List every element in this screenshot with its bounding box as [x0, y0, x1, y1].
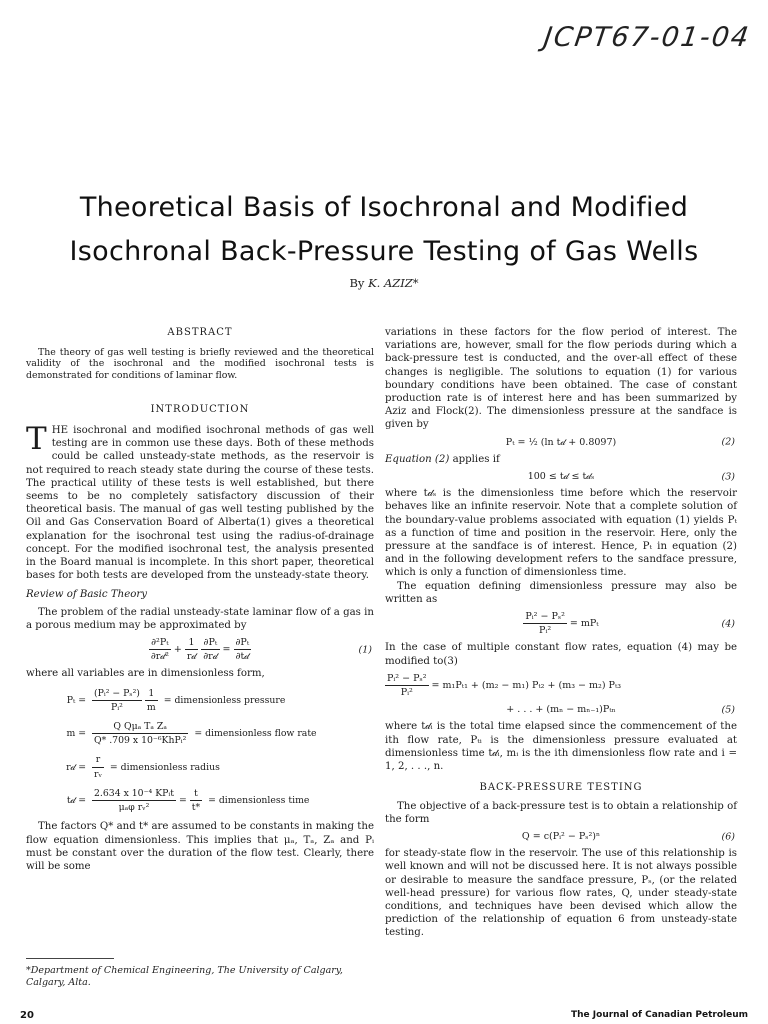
definition-dimensionless-flow-rate: m = $\frac{\text{Q Qμₐ Tₐ Zₐ}}{\text{Q* .709 x 10⁻⁶KhPᵢ²}}$ = dimensionless flow rate — [66, 721, 317, 747]
review-text-1: The problem of the radial unsteady-state laminar flow of a gas in a porous medium may be approximated by — [26, 606, 374, 631]
right-paragraph-7: for steady-state flow in the reservoir. The use of this relationship is well known and will not be discussed here. It is not always possible or desirable to measure the sandface pressure, Pₛ, (or the related well-head pressure) for various flow rates, Q, under steady-state conditions, and techniques have been devised which allow the prediction of the relationship of equation 6 from unsteady-state testing. — [385, 848, 737, 939]
journal-name: The Journal of Canadian Petroleum — [571, 1010, 748, 1020]
right-paragraph-1: variations in these factors for the flow period of interest. The variations are, however, small for the flow periods during which a back-pressure test is conducted, and the over-all effect of these changes is negligible. The solutions to equation (1) for various boundary conditions have been obtained. The case of constant production rate is of interest here and has been summarized by Aziz and Flock(2). The dimensionless pressure at the sandface is given by — [385, 327, 737, 431]
eq1-term-1: $\frac{\text{∂²Pₜ}}{\text{∂r𝒹²}}$ — [150, 637, 169, 663]
page-number: 20 — [20, 1010, 34, 1021]
right-paragraph-4: In the case of multiple constant flow rates, equation (4) may be modified to(3) — [385, 642, 737, 667]
equation-1-number: (1) — [358, 644, 372, 656]
equation-1: $\frac{\text{∂²Pₜ}}{\text{∂r𝒹²}}$ + $\frac{1}{\text{r𝒹}}$ $\frac{\text{∂Pₜ}}{\text{∂r𝒹}}$ = $\frac{\text{∂Pₜ}}{\text{∂t𝒹}}$ (1) — [150, 637, 372, 663]
equation-2: Pₜ = ½ (ln t𝒹 + 0.8097) (2) — [505, 436, 735, 448]
equation-6: Q = c(Pᵢ² − Pₛ²)ⁿ (6) — [521, 830, 735, 842]
abstract-heading: ABSTRACT — [167, 327, 233, 338]
eq1-rhs: $\frac{\text{∂Pₜ}}{\text{∂t𝒹}}$ — [235, 637, 250, 663]
right-paragraph-3: The equation defining dimensionless pressure may also be written as — [385, 580, 737, 605]
definition-dimensionless-radius: r𝒹 = $\frac{r}{\text{rᵥ}}$ = dimensionless radius — [66, 754, 220, 780]
handwritten-archive-code: JCPT67-01-04 — [541, 22, 753, 53]
equation-3-number: (3) — [721, 471, 735, 483]
footnote: *Department of Chemical Engineering, The University of Calgary, Calgary, Alta. — [26, 965, 343, 988]
right-column — [385, 326, 737, 940]
introduction-heading: INTRODUCTION — [150, 403, 250, 415]
equation-5-number: (5) — [721, 704, 735, 716]
drop-cap: T — [26, 421, 47, 458]
equation-4-number: (4) — [721, 618, 735, 630]
equation-3: 100 ≤ t𝒹 ≤ t𝒹ₛ (3) — [527, 471, 735, 483]
equation-2-condition: Equation (2) applies if — [385, 453, 500, 465]
author-name: K. AZIZ* — [368, 276, 419, 290]
equation-5: $\frac{\text{Pᵢ² − Pₛ²}}{\text{Pᵢ²}}$ = m₁Pₜ₁ + (m₂ − m₁) Pₜ₂ + (m₃ − m₂) Pₜ₃ — [387, 672, 622, 699]
review-heading: Review of Basic Theory — [26, 589, 147, 601]
left-column — [26, 326, 374, 873]
right-paragraph-5: where t𝒹ᵢ is the total time elapsed since the commencement of the ith flow rate, Pₜᵢ is the dimensionless pressure evaluated at dimensionless time t𝒹ᵢ, mᵢ is the ith dimensionless flow rate and i = 1, 2, . . ., n. — [385, 721, 737, 773]
eq1-term-2: $\frac{\text{∂Pₜ}}{\text{∂r𝒹}}$ — [203, 637, 218, 663]
introduction-text: HE isochronal and modified isochronal methods of gas well testing are in common use these days. Both of these methods could be called unsteady-state methods, as the reservoir is not required to reach steady state during the course of these tests. The practical utility of these tests is well established, but there seems to be no completely satisfactory discussion of their theoretical basis. The manual of gas well testing published by the Oil and Gas Conservation Board of Alberta(1) gives a theoretical explanation for the isochronal test using the radius-of-drainage concept. For the modified isochronal test, the analysis presented in the Board manual is incomplete. In this short paper, theoretical bases for both tests are developed from the unsteady-state theory. — [26, 425, 374, 582]
definition-dimensionless-time: t𝒹 = $\frac{\text{2.634 x 10⁻⁴ KPᵢt}}{\text{μₐφ rᵥ²}}$ = $\frac{t}{t*}$ = dimensionless time — [66, 787, 310, 814]
back-pressure-heading: BACK-PRESSURE TESTING — [479, 782, 643, 794]
eq1-coef: $\frac{1}{\text{r𝒹}}$ — [186, 637, 197, 663]
article-title — [0, 186, 768, 274]
right-paragraph-2: where t𝒹ₛ is the dimensionless time before which the reservoir behaves like an infinite reservoir. Note that a complete solution of the boundary-value problems associated with equation (1) yields Pₜ as a function of time and position in the reservoir. Here, only the pressure at the sandface is of interest. Hence, Pₜ in equation (2) and in the following development refers to the sandface pressure, which is only a function of dimensionless time. — [385, 488, 737, 579]
equation-6-number: (6) — [721, 830, 735, 842]
equation-4: $\frac{\text{Pᵢ² − Pₛ²}}{\text{Pᵢ²}}$ = mPₜ (4) — [525, 611, 735, 637]
introduction-paragraph — [26, 421, 374, 582]
title-line-2: Isochronal Back-Pressure Testing of Gas Wells — [69, 236, 699, 267]
equation-5-continued: + . . . + (mₙ − mₙ₋₁)Pₜₙ (5) — [506, 704, 735, 716]
byline-prefix: By — [349, 276, 365, 290]
title-line-1: Theoretical Basis of Isochronal and Modified — [79, 192, 689, 223]
byline — [0, 276, 768, 290]
right-paragraph-6: The objective of a back-pressure test is to obtain a relationship of the form — [385, 800, 737, 825]
footnote-rule — [26, 958, 114, 959]
equation-2-number: (2) — [721, 436, 735, 448]
review-text-3: The factors Q* and t* are assumed to be constants in making the flow equation dimensionless. This implies that μₐ, Tₐ, Zₐ and Pᵢ must be constant over the duration of the flow test. Clearly, there will be some — [26, 821, 374, 872]
definition-dimensionless-pressure: Pₜ = $\frac{\text{(Pᵢ² − Pₛ²)}}{\text{Pᵢ²}}$ $\frac{1}{m}$ = dimensionless pressure — [66, 687, 286, 713]
review-text-2: where all variables are in dimensionless form, — [26, 668, 265, 680]
abstract-text: The theory of gas well testing is briefly reviewed and the theoretical validity of the isochronal and the modified isochronal tests is demonstrated for conditions of laminar flow. — [26, 347, 374, 381]
